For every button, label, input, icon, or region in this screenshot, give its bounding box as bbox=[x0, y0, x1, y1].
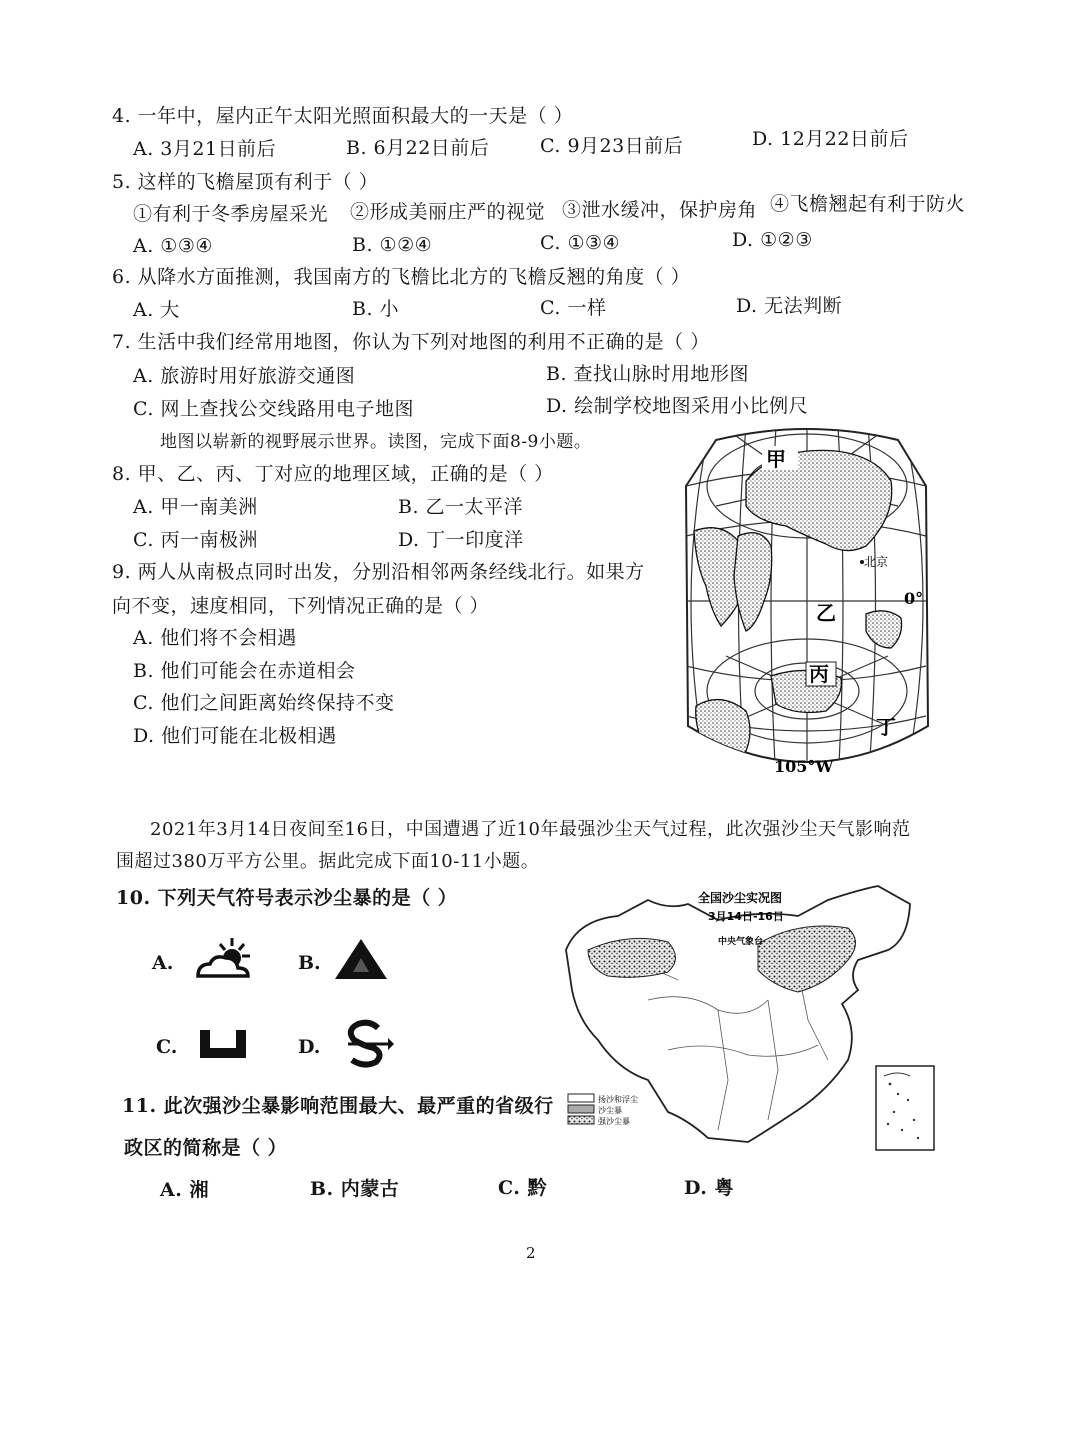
q8-stem: 8. 甲、乙、丙、丁对应的地理区域，正确的是（ ） bbox=[112, 463, 554, 485]
label-jia: 甲 bbox=[766, 447, 786, 471]
intro-10-11-line2: 围超过380万平方公里。据此完成下面10-11小题。 bbox=[116, 851, 540, 872]
q11-option-b: B. 内蒙古 bbox=[310, 1178, 400, 1200]
label-bing: 丙 bbox=[809, 662, 829, 686]
q4-stem: 4. 一年中，屋内正午太阳光照面积最大的一天是（ ） bbox=[112, 105, 574, 127]
legend-label-dust: 沙尘暴 bbox=[598, 1106, 622, 1115]
q6-stem: 6. 从降水方面推测，我国南方的飞檐比北方的飞檐反翘的角度（ ） bbox=[112, 266, 691, 288]
q6-option-a: A. 大 bbox=[133, 299, 180, 321]
americas-south-landmass bbox=[696, 700, 750, 765]
q8-option-d: D. 丁一印度洋 bbox=[398, 529, 524, 551]
q4-option-d: D. 12月22日前后 bbox=[752, 128, 909, 150]
q8-option-b: B. 乙一太平洋 bbox=[398, 496, 524, 518]
china-dust-map-figure bbox=[558, 880, 944, 1156]
map-title: 全国沙尘实况图 bbox=[698, 891, 783, 905]
q9-stem-line1: 9. 两人从南极点同时出发，分别沿相邻两条经线北行。如果方 bbox=[112, 561, 645, 583]
q5-option-d: D. ①②③ bbox=[732, 229, 813, 251]
q10-stem: 10. 下列天气符号表示沙尘暴的是（ ） bbox=[116, 887, 458, 909]
label-equator: 0° bbox=[904, 589, 924, 608]
q4-option-b: B. 6月22日前后 bbox=[346, 137, 490, 159]
legend-swatch-strong bbox=[568, 1116, 594, 1124]
intro-10-11-line1: 2021年3月14日夜间至16日，中国遭遇了近10年最强沙尘天气过程，此次强沙尘天气影响范 bbox=[150, 819, 911, 840]
q7-option-d: D. 绘制学校地图采用小比例尺 bbox=[546, 395, 809, 417]
cloudy-sun-weather-icon bbox=[192, 934, 256, 984]
q5-item-1: ①有利于冬季房屋采光 bbox=[133, 203, 329, 225]
q5-item-3: ③泄水缓冲，保护房角 bbox=[562, 199, 758, 221]
q5-item-4: ④飞檐翘起有利于防火 bbox=[770, 193, 966, 215]
q4-option-c: C. 9月23日前后 bbox=[540, 135, 684, 157]
q10-label-a: A. bbox=[152, 952, 174, 974]
q9-stem-line2: 向不变，速度相同，下列情况正确的是（ ） bbox=[112, 595, 490, 617]
q6-option-b: B. 小 bbox=[352, 298, 400, 320]
q8-option-c: C. 丙一南极洲 bbox=[133, 529, 258, 551]
intro-8-9: 地图以崭新的视野展示世界。读图，完成下面8-9小题。 bbox=[160, 432, 592, 452]
label-ding: 丁 bbox=[876, 715, 896, 739]
legend-label-floating: 扬沙和浮尘 bbox=[598, 1095, 638, 1104]
q11-option-d: D. 粤 bbox=[684, 1177, 735, 1199]
q10-label-c: C. bbox=[156, 1036, 178, 1058]
q10-label-d: D. bbox=[298, 1036, 321, 1058]
world-map-figure bbox=[676, 426, 938, 784]
q5-stem: 5. 这样的飞檐屋顶有利于（ ） bbox=[112, 171, 379, 193]
q7-stem: 7. 生活中我们经常用地图，你认为下列对地图的利用不正确的是（ ） bbox=[112, 331, 710, 353]
q9-option-d: D. 他们可能在北极相遇 bbox=[133, 725, 337, 747]
label-105w: 105°W bbox=[774, 757, 834, 776]
q5-option-b: B. ①②④ bbox=[352, 234, 433, 256]
q11-option-a: A. 湘 bbox=[160, 1179, 209, 1201]
label-beijing: 北京 bbox=[864, 555, 889, 569]
blowing-sand-weather-icon bbox=[340, 1018, 394, 1068]
q5-option-a: A. ①③④ bbox=[133, 235, 213, 257]
q7-option-a: A. 旅游时用好旅游交通图 bbox=[133, 365, 356, 387]
legend-swatch-floating bbox=[568, 1094, 594, 1102]
q5-item-2: ②形成美丽庄严的视觉 bbox=[350, 201, 546, 223]
q9-option-b: B. 他们可能会在赤道相会 bbox=[133, 660, 356, 682]
q6-option-d: D. 无法判断 bbox=[736, 295, 843, 317]
map-source: 中央气象台 bbox=[718, 937, 764, 947]
q11-stem-line1: 11. 此次强沙尘暴影响范围最大、最严重的省级行 bbox=[122, 1095, 554, 1117]
page-number: 2 bbox=[526, 1244, 536, 1262]
q11-option-c: C. 黔 bbox=[498, 1177, 548, 1199]
q9-option-c: C. 他们之间距离始终保持不变 bbox=[133, 692, 395, 714]
q6-option-c: C. 一样 bbox=[540, 297, 607, 319]
q5-option-c: C. ①③④ bbox=[540, 232, 621, 254]
map-date: 3月14日-16日 bbox=[708, 910, 784, 923]
floating-dust-weather-icon bbox=[196, 1026, 250, 1060]
south-china-sea-inset bbox=[876, 1066, 934, 1150]
q4-option-a: A. 3月21日前后 bbox=[133, 138, 277, 160]
q7-option-c: C. 网上查找公交线路用电子地图 bbox=[133, 398, 414, 420]
legend-label-strong: 强沙尘暴 bbox=[598, 1117, 630, 1126]
q7-option-b: B. 查找山脉时用地形图 bbox=[546, 363, 750, 385]
q8-option-a: A. 甲一南美洲 bbox=[133, 496, 258, 518]
q10-label-b: B. bbox=[298, 952, 321, 974]
legend-swatch-dust bbox=[568, 1105, 594, 1113]
sandstorm-triangle-weather-icon bbox=[332, 936, 390, 982]
q9-option-a: A. 他们将不会相遇 bbox=[133, 627, 297, 649]
label-yi: 乙 bbox=[816, 601, 836, 625]
q11-stem-line2: 政区的简称是（ ） bbox=[124, 1137, 288, 1159]
